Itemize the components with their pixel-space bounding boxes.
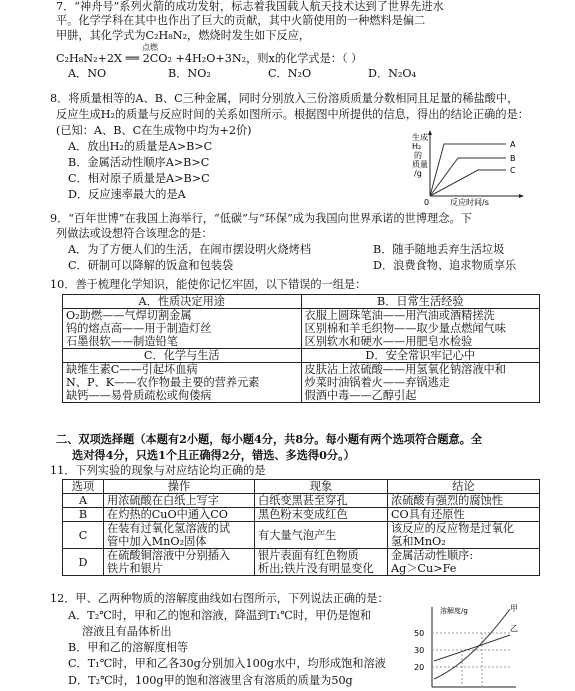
q8-option-a[interactable]: A．放出H₂的质量是A>B>C <box>68 140 213 153</box>
q8-option-b[interactable]: B．金属活动性顺序A>B>C <box>68 156 210 169</box>
q8-chart-origin: 0 <box>424 198 430 206</box>
q12-option-a-line1[interactable]: A．T₂℃时，甲和乙的饱和溶液，降温到T₁℃时，甲仍是饱和 <box>68 609 372 622</box>
q12-curve-yi-label: 乙 <box>510 624 518 633</box>
q7-line1: 7．“神舟号”系列火箭的成功发射，标志着我国载人航天技术达到了世界先进水 <box>56 0 444 13</box>
q12-solubility-chart <box>410 601 530 691</box>
q7-line2: 平。化学学科在其中也作出了巨大的贡献，其中火箭使用的一种燃料是偏二 <box>56 14 426 27</box>
q8-stem-line2: 反应生成H₂的质量与反应时间的关系如图所示。根据图中所提供的信息，得出的结论正确的是： <box>56 108 529 121</box>
q12-curve-jia <box>434 609 510 679</box>
q10-header-d: D．安全常识牢记心中 <box>301 349 540 363</box>
q7-option-c[interactable]: C．N₂O <box>268 67 312 80</box>
q7-options <box>68 67 468 81</box>
q12-ylabel: 溶解度/g <box>440 607 468 615</box>
q7-option-a[interactable]: A．NO <box>68 67 107 80</box>
q10-table <box>62 294 540 403</box>
q12-curve-yi <box>434 635 510 661</box>
q10-stem: 10．善于梳理化学知识，能使你记忆牢固，以下错误的一组是： <box>50 278 367 291</box>
q7-condition: 点燃 <box>142 43 158 52</box>
q10-header-a: A．性质决定用途 <box>63 295 302 309</box>
q8-chart-ylabel-3: 的 <box>414 151 422 160</box>
q8-curve-a-label: A <box>510 140 516 149</box>
q9-option-b[interactable]: B．随手随地丢弃生活垃圾 <box>373 243 505 256</box>
q7-option-d[interactable]: D．N₂O₄ <box>368 67 417 80</box>
q9-options-row1 <box>68 243 504 257</box>
q8-chart-ylabel-4: 质量 <box>412 160 428 169</box>
q12-option-c[interactable]: C．T₁℃时，甲和乙各30g分别加入100g水中，均形成饱和溶液 <box>68 657 386 670</box>
q9-option-a[interactable]: A．为了方便人们的生活，在闹市摆设明火烧烤档 <box>68 243 312 256</box>
q9-stem-line2: 列做法或设想符合该理念的是： <box>56 227 213 240</box>
q8-option-c[interactable]: C．相对原子质量是A>B>C <box>68 172 210 185</box>
q8-curve-c-label: C <box>510 166 516 175</box>
q11-table <box>62 479 540 576</box>
q7-line3: 甲肼，其化学式为C₂H₈N₂，燃烧时发生如下反应， <box>56 29 311 42</box>
q8-hydrogen-chart <box>410 128 540 206</box>
q10-cell-b: 衣服上圆珠笔油——用汽油或酒精搓洗 区别棉和羊毛织物——取少量点燃闻气味 区别软水和硬水——用肥皂水检验 <box>301 309 540 349</box>
q7-option-b[interactable]: B．NO₂ <box>168 67 211 80</box>
q10-cell-a: O₂助燃——气焊切割金属 钨的熔点高——用于制造灯丝 石墨很软——制造铅笔 <box>63 309 302 349</box>
q10-header-c: C．化学与生活 <box>63 349 302 363</box>
q10-cell-d: 皮肤沾上浓硫酸——用氢氧化钠溶液中和 炒菜时油锅着火——弃锅逃走 假酒中毒——乙醇引起 <box>301 363 540 403</box>
q12-option-d[interactable]: D．T₂℃时，100g甲的饱和溶液里含有溶质的质量为50g <box>68 674 353 687</box>
table-row: B 在灼热的CuO中通入CO 黑色粉末变成红色 CO具有还原性 <box>63 508 540 522</box>
table-row: D 在硫酸铜溶液中分别插入 铁片和银片 银片表面有红色物质 析出;铁片没有明显变化 金属活动性顺序: Ag＞Cu>Fe <box>63 549 540 576</box>
q8-stem-line1: 8．将质量相等的A、B、C三种金属，同时分别放入三份溶质质量分数相同且足量的稀盐酸中， <box>50 92 519 105</box>
q11-header-operation: 操作 <box>104 480 255 494</box>
q12-option-b[interactable]: B．甲和乙的溶解度相等 <box>68 641 189 654</box>
q7-equation: C₂H₈N₂+2X ══ 2CO₂ +4H₂O+3N₂，则x的化学式是：（ ） <box>56 52 363 65</box>
q8-chart-ylabel-2: H₂ <box>412 142 422 151</box>
q12-stem: 12．甲、乙两种物质的溶解度曲线如右图所示，下列说法正确的是： <box>50 592 389 605</box>
q11-header-conclusion: 结论 <box>388 480 540 494</box>
q9-option-d[interactable]: D．浪费食物、追求物质享乐 <box>373 259 517 272</box>
q12-option-a-line2: 溶液且有晶体析出 <box>82 625 172 638</box>
q11-header-phenomenon: 现象 <box>255 480 388 494</box>
table-row: A 用浓硫酸在白纸上写字 白纸变黑甚至穿孔 浓硫酸有强烈的腐蚀性 <box>63 494 540 508</box>
q12-ytick-30: 30 <box>414 646 425 655</box>
q8-chart-ylabel-5: /g <box>414 169 422 178</box>
q12-ytick-50: 50 <box>414 629 425 638</box>
q8-stem-line3: (已知：A、B、C在生成物中均为+2价) <box>56 124 252 137</box>
q9-option-c[interactable]: C．研制可以降解的饭盒和包装袋 <box>68 259 234 272</box>
q8-chart-xlabel: 反应时间/s <box>450 198 489 206</box>
q8-curve-c <box>430 170 506 196</box>
q8-option-d[interactable]: D．反应速率最大的是A <box>68 188 186 201</box>
q10-cell-c: 缺维生素C——引起坏血病 N、P、K——农作物最主要的营养元素 缺钙——易骨质疏松或佝偻病 <box>63 363 302 403</box>
q11-header-option: 选项 <box>63 480 104 494</box>
section-2-heading-line1: 二、双项选择题（本题有2小题，每小题4分，共8分。每小题有两个选项符合题意。全 <box>56 432 483 446</box>
q8-curve-b-label: B <box>510 154 516 163</box>
section-2-heading-line2: 选对得4分，只选1个且正确得2分，错选、多选得0分。） <box>72 448 355 462</box>
q12-curve-jia-label: 甲 <box>510 604 518 613</box>
q11-stem: 11．下列实验的现象与对应结论均正确的是 <box>50 464 266 477</box>
q9-options-row2 <box>68 259 516 273</box>
q8-chart-ylabel-1: 生成 <box>412 133 428 142</box>
q10-header-b: B．日常生活经验 <box>301 295 540 309</box>
q12-ytick-20: 20 <box>414 663 425 672</box>
table-row: C 在装有过氧化氢溶液的试 管中加入MnO₂固体 有大量气泡产生 该反应的反应物是过氧化 氢和MnO₂ <box>63 522 540 549</box>
q9-stem-line1: 9．“百年世博”在我国上海举行，“低碳”与“环保”成为我国向世界承诺的世博理念。下 <box>50 212 472 225</box>
